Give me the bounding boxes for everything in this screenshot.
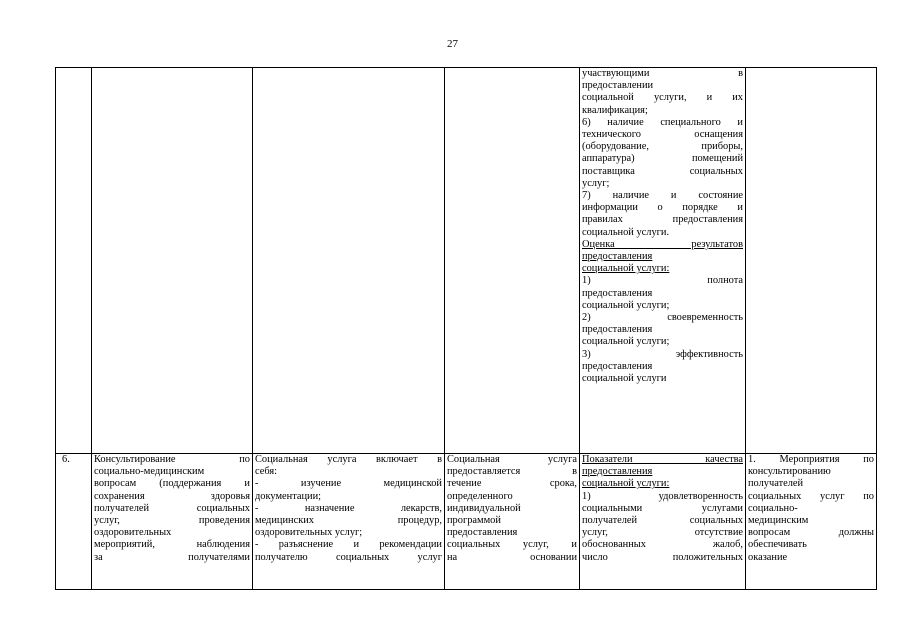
text-line: социальной услуги, и их bbox=[582, 92, 743, 104]
text-line: информации о порядке и bbox=[582, 202, 743, 214]
text-line: консультированию bbox=[748, 466, 831, 478]
text-line: услуг, отсутствие bbox=[582, 527, 743, 539]
text-line: получателей социальных bbox=[582, 515, 743, 527]
text-line: - изучение медицинской bbox=[255, 478, 442, 490]
text-line: 1) полнота bbox=[582, 275, 743, 287]
text-line: 7) наличие и состояние bbox=[582, 190, 743, 202]
text-line: социальных услуг, и bbox=[447, 539, 577, 551]
text-line: 1. Мероприятия по bbox=[748, 454, 874, 465]
text-line: социальной услуги bbox=[582, 373, 667, 385]
text-line: социальной услуги; bbox=[582, 336, 670, 348]
text-line: предоставления bbox=[582, 466, 653, 478]
term-cell bbox=[445, 454, 580, 590]
text-line: оздоровительных bbox=[94, 527, 172, 539]
text-line: документации; bbox=[255, 490, 322, 502]
description-cell bbox=[253, 454, 445, 590]
page-number: 27 bbox=[447, 38, 458, 50]
text-line: вопросам (поддержания и bbox=[94, 478, 250, 490]
text-line: течение срока, bbox=[447, 478, 577, 490]
text-line: получателей bbox=[748, 478, 804, 490]
text-line: аппаратура) помещений bbox=[582, 153, 743, 165]
text-line: услуг, проведения bbox=[94, 515, 250, 527]
text-line: квалификация; bbox=[582, 104, 648, 116]
text-line: 2) своевременность bbox=[582, 312, 743, 324]
text-line: социальной услуги: bbox=[582, 263, 670, 275]
text-line: социальных услуг по bbox=[748, 490, 874, 502]
text-line: социальными услугами bbox=[582, 502, 743, 514]
text-line: предоставлении bbox=[582, 80, 654, 92]
text-line: Показатели качества bbox=[582, 454, 743, 465]
text-line: предоставления bbox=[447, 527, 518, 539]
text-line: получателю социальных услуг bbox=[255, 551, 442, 563]
service-name-cell bbox=[92, 454, 253, 590]
quality-criteria-cell bbox=[580, 68, 746, 454]
text-line: Оценка результатов bbox=[582, 238, 743, 250]
text-line: предоставления bbox=[582, 287, 653, 299]
text-line: индивидуальной bbox=[447, 502, 521, 514]
text-line: предоставляется в bbox=[447, 466, 577, 478]
text-line: (оборудование, приборы, bbox=[582, 141, 743, 153]
text-line: правилах предоставления bbox=[582, 214, 743, 226]
text-line: участвующими в bbox=[582, 68, 743, 79]
number-cell bbox=[56, 68, 92, 454]
text-line: предоставления bbox=[582, 360, 653, 372]
text-line: социальной услуги: bbox=[582, 478, 670, 490]
row-number: 6. bbox=[56, 454, 92, 590]
table-row-6 bbox=[56, 454, 877, 590]
conditions-cell bbox=[746, 68, 877, 454]
quality-criteria-cell bbox=[580, 454, 746, 590]
text-line: предоставления bbox=[582, 324, 653, 336]
text-line: социально- bbox=[748, 502, 798, 514]
table-row-continuation bbox=[56, 68, 877, 454]
text-line: обоснованных жалоб, bbox=[582, 539, 743, 551]
text-line: оздоровительных услуг; bbox=[255, 527, 363, 539]
text-line: получателей социальных bbox=[94, 502, 250, 514]
text-line: за получателями bbox=[94, 551, 250, 563]
term-cell bbox=[445, 68, 580, 454]
text-line: социальной услуги; bbox=[582, 299, 670, 311]
text-line: Социальная услуга bbox=[447, 454, 577, 465]
text-line: программой bbox=[447, 515, 501, 527]
text-line: сохранения здоровья bbox=[94, 490, 250, 502]
text-line: Социальная услуга включает в bbox=[255, 454, 442, 465]
text-line: поставщика социальных bbox=[582, 165, 743, 177]
description-cell bbox=[253, 68, 445, 454]
text-line: определенного bbox=[447, 490, 513, 502]
text-line: обеспечивать bbox=[748, 539, 807, 551]
text-line: - разъяснение и рекомендации bbox=[255, 539, 442, 551]
text-line: технического оснащения bbox=[582, 129, 743, 141]
text-line: - назначение лекарств, bbox=[255, 502, 442, 514]
text-line: услуг; bbox=[582, 177, 610, 189]
text-line: социальной услуги. bbox=[582, 226, 670, 238]
conditions-cell bbox=[746, 454, 877, 590]
text-line: себя: bbox=[255, 466, 278, 478]
text-line: предоставления bbox=[582, 251, 653, 263]
text-line: вопросам должны bbox=[748, 527, 874, 539]
text-line: медицинских процедур, bbox=[255, 515, 442, 527]
text-line: социально-медицинским bbox=[94, 466, 205, 478]
text-line: оказание bbox=[748, 551, 788, 563]
text-line: мероприятий, наблюдения bbox=[94, 539, 250, 551]
text-line: на основании bbox=[447, 551, 577, 563]
text-line: 6) наличие специального и bbox=[582, 116, 743, 128]
text-line: число положительных bbox=[582, 551, 743, 563]
text-line: Консультирование по bbox=[94, 454, 250, 465]
text-line: 1) удовлетворенность bbox=[582, 490, 743, 502]
service-name-cell bbox=[92, 68, 253, 454]
text-line: медицинским bbox=[748, 515, 809, 527]
social-services-table bbox=[55, 67, 877, 590]
text-line: 3) эффективность bbox=[582, 348, 743, 360]
